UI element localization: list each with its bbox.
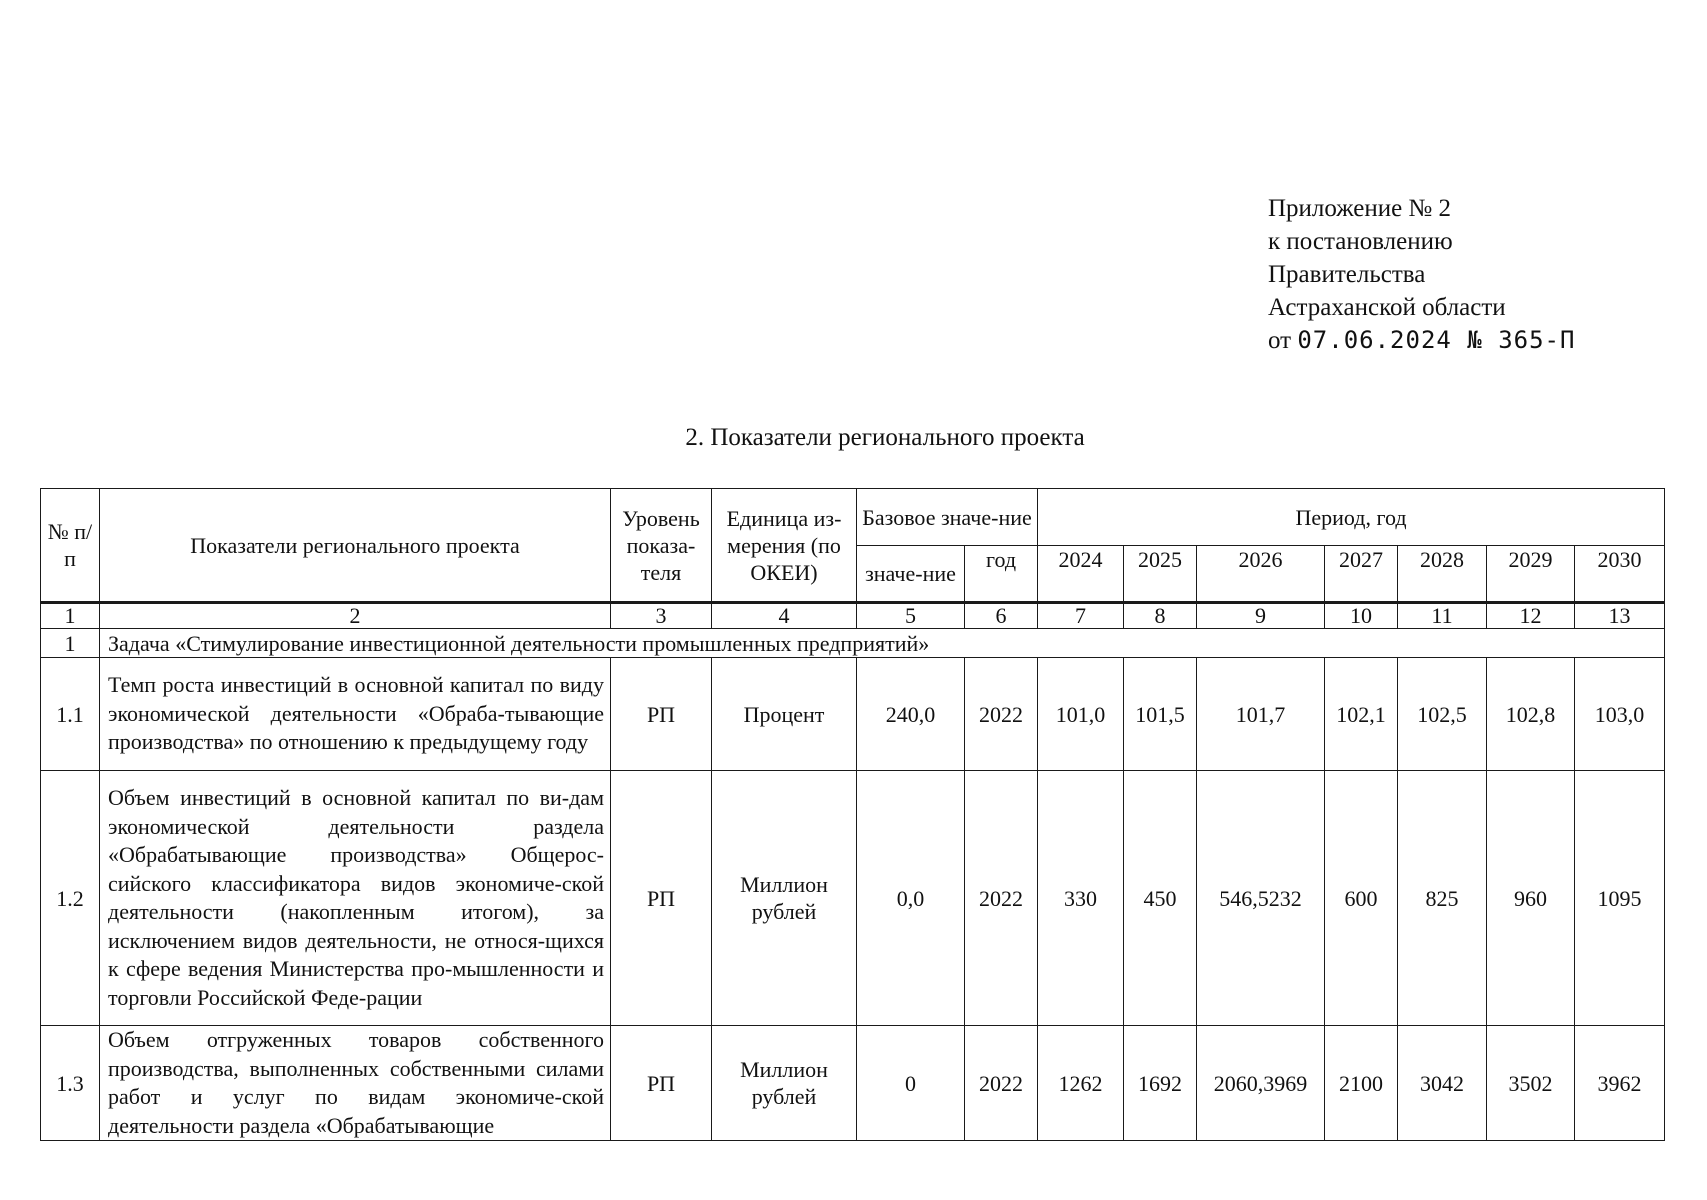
header-level: Уровень показа-теля xyxy=(611,489,712,603)
row-unit: Миллион рублей xyxy=(712,771,857,1026)
appendix-line-4: Астраханской области xyxy=(1268,294,1506,321)
header-base-year: год xyxy=(965,546,1038,603)
appendix-date-stamp: 07.06.2024 № 365-П xyxy=(1297,326,1576,354)
row-num: 1.3 xyxy=(41,1026,100,1141)
header-year: 2024 xyxy=(1038,546,1124,603)
row-level: РП xyxy=(611,1026,712,1141)
column-number: 10 xyxy=(1325,603,1398,629)
row-unit: Миллион рублей xyxy=(712,1026,857,1141)
column-number: 8 xyxy=(1124,603,1197,629)
row-value: 102,5 xyxy=(1398,658,1487,771)
row-level: РП xyxy=(611,771,712,1026)
row-num: 1.1 xyxy=(41,658,100,771)
task-row xyxy=(41,629,1665,658)
row-value: 101,5 xyxy=(1124,658,1197,771)
row-level: РП xyxy=(611,658,712,771)
header-row-1 xyxy=(41,489,1665,546)
row-base-value: 240,0 xyxy=(857,658,965,771)
header-num: № п/п xyxy=(41,489,100,603)
row-value: 101,0 xyxy=(1038,658,1124,771)
header-base-value: значе-ние xyxy=(857,546,965,603)
row-base-value: 0 xyxy=(857,1026,965,1141)
row-value: 600 xyxy=(1325,771,1398,1026)
row-value: 102,8 xyxy=(1487,658,1575,771)
appendix-line-1: Приложение № 2 xyxy=(1268,195,1452,222)
column-number: 7 xyxy=(1038,603,1124,629)
row-base-year: 2022 xyxy=(965,658,1038,771)
header-unit: Единица из-мерения (по ОКЕИ) xyxy=(712,489,857,603)
row-base-value: 0,0 xyxy=(857,771,965,1026)
row-value: 450 xyxy=(1124,771,1197,1026)
task-text: Задача «Стимулирование инвестиционной деятельности промышленных предприятий» xyxy=(100,629,1665,658)
row-value: 1692 xyxy=(1124,1026,1197,1141)
row-value: 1262 xyxy=(1038,1026,1124,1141)
row-value: 3502 xyxy=(1487,1026,1575,1141)
row-base-year: 2022 xyxy=(965,771,1038,1026)
header-year: 2030 xyxy=(1575,546,1665,603)
row-num: 1.2 xyxy=(41,771,100,1026)
header-period: Период, год xyxy=(1038,489,1665,546)
row-value: 102,1 xyxy=(1325,658,1398,771)
column-number: 9 xyxy=(1197,603,1325,629)
column-number-row xyxy=(41,603,1665,629)
row-value: 330 xyxy=(1038,771,1124,1026)
table-row xyxy=(41,771,1665,1026)
section-title: 2. Показатели регионального проекта xyxy=(685,424,1085,451)
appendix-line-3: Правительства xyxy=(1268,261,1426,288)
table-row xyxy=(41,658,1665,771)
appendix-date-prefix: от xyxy=(1268,327,1292,354)
header-year: 2026 xyxy=(1197,546,1325,603)
column-number: 6 xyxy=(965,603,1038,629)
row-value: 2060,3969 xyxy=(1197,1026,1325,1141)
header-year: 2028 xyxy=(1398,546,1487,603)
row-indicator-name: Объем инвестиций в основной капитал по ви-дам экономической деятельности раздела «Обрабатывающие производства» Общерос-сийского классификатора видов экономиче-ской деятельности (накопленным итогом), за исключением видов деятельности, не относя-щихся к сфере ведения Министерства про-мышленности и торговли Российской Феде-рации xyxy=(100,771,611,1026)
column-number: 1 xyxy=(41,603,100,629)
appendix-line-5 xyxy=(1268,324,1575,357)
appendix-block xyxy=(1268,192,1575,357)
task-num: 1 xyxy=(41,629,100,658)
column-number: 11 xyxy=(1398,603,1487,629)
indicators-table xyxy=(40,488,1665,1141)
row-indicator-name: Темп роста инвестиций в основной капитал по виду экономической деятельности «Обраба-тывающие производства» по отношению к предыдущему году xyxy=(100,658,611,771)
row-value: 3042 xyxy=(1398,1026,1487,1141)
row-unit: Процент xyxy=(712,658,857,771)
row-value: 1095 xyxy=(1575,771,1665,1026)
column-number: 5 xyxy=(857,603,965,629)
header-indicator: Показатели регионального проекта xyxy=(100,489,611,603)
table-row xyxy=(41,1026,1665,1141)
row-value: 960 xyxy=(1487,771,1575,1026)
row-indicator-name: Объем отгруженных товаров собственного производства, выполненных собственными силами работ и услуг по видам экономиче-ской деятельности раздела «Обрабатывающие xyxy=(100,1026,611,1141)
header-year: 2025 xyxy=(1124,546,1197,603)
header-year: 2027 xyxy=(1325,546,1398,603)
row-value: 546,5232 xyxy=(1197,771,1325,1026)
column-number: 2 xyxy=(100,603,611,629)
row-value: 101,7 xyxy=(1197,658,1325,771)
column-number: 12 xyxy=(1487,603,1575,629)
row-value: 3962 xyxy=(1575,1026,1665,1141)
appendix-line-2: к постановлению xyxy=(1268,228,1453,255)
column-number: 3 xyxy=(611,603,712,629)
header-base: Базовое значе-ние xyxy=(857,489,1038,546)
column-number: 13 xyxy=(1575,603,1665,629)
row-value: 2100 xyxy=(1325,1026,1398,1141)
row-value: 825 xyxy=(1398,771,1487,1026)
row-base-year: 2022 xyxy=(965,1026,1038,1141)
header-year: 2029 xyxy=(1487,546,1575,603)
row-value: 103,0 xyxy=(1575,658,1665,771)
column-number: 4 xyxy=(712,603,857,629)
